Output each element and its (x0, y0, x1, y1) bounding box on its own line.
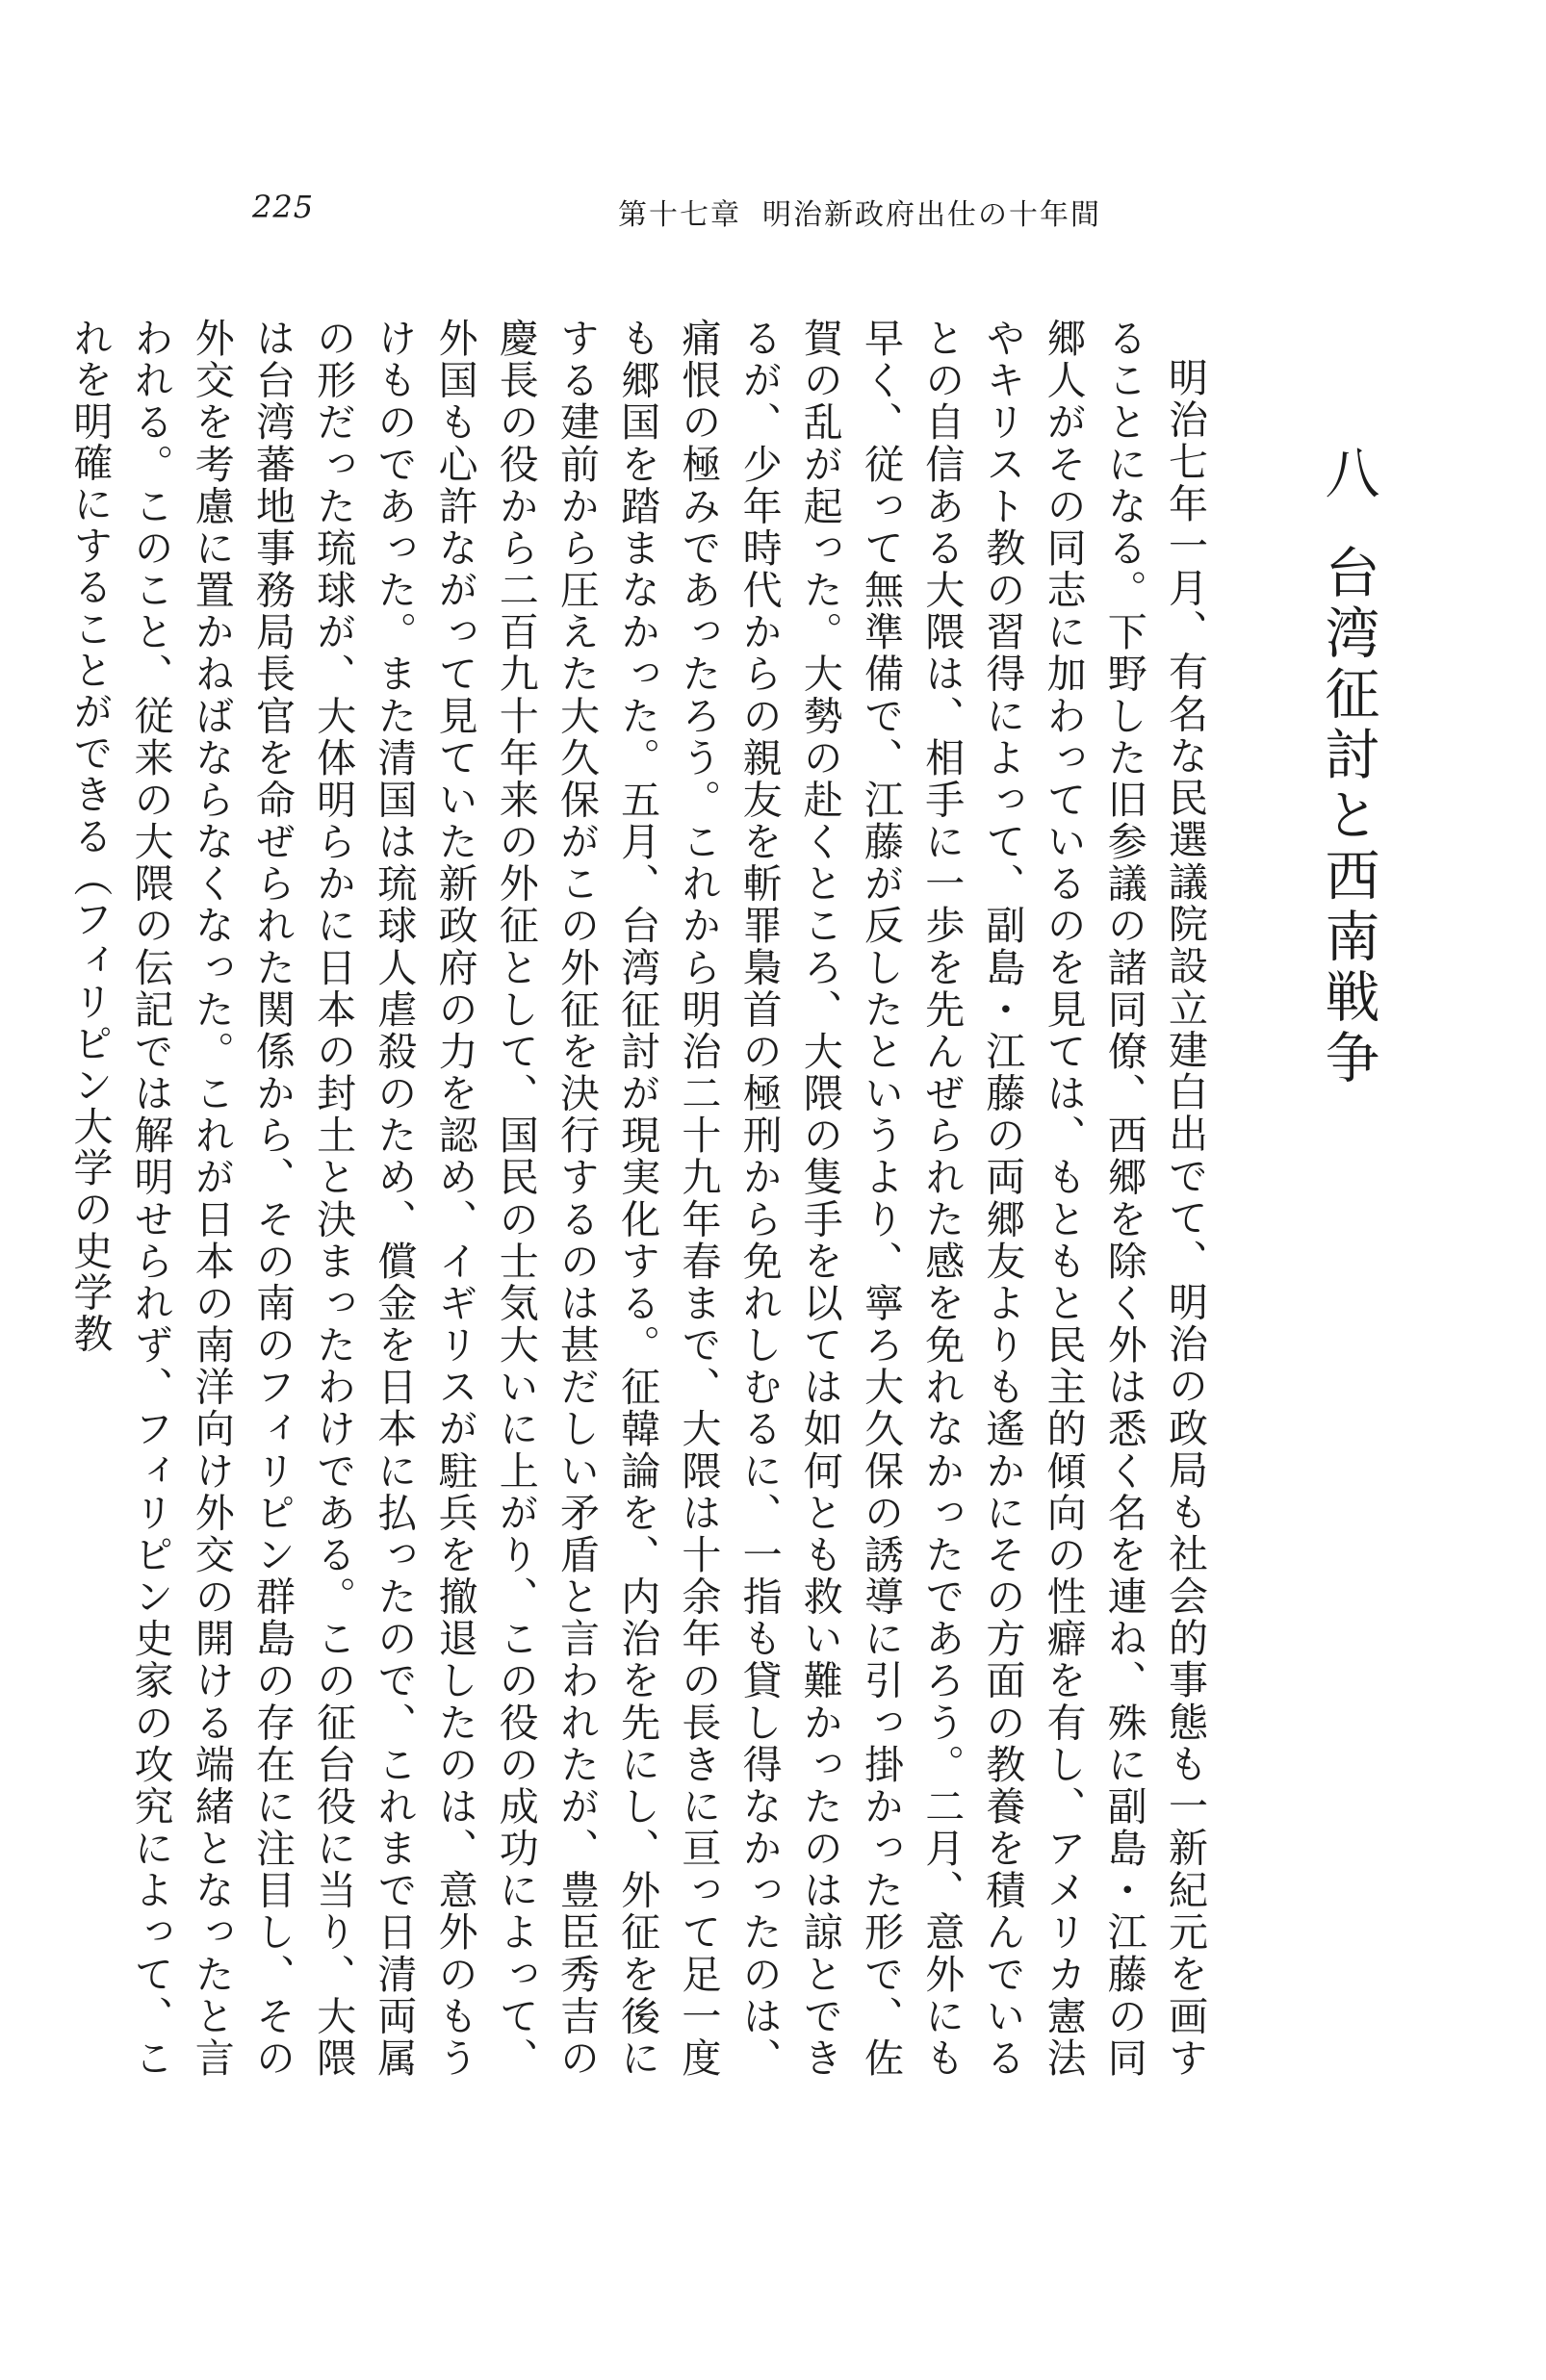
section-number: 八 (1316, 445, 1379, 505)
body-text (66, 318, 1215, 2079)
running-head (618, 191, 1101, 233)
page-number: 225 (252, 189, 315, 225)
paragraph: 明治七年一月、有名な民選議院設立建白出でて、明治の政局も社会的事態も一新紀元を画することになる。下野した旧参議の諸同僚、西郷を除く外は悉く名を連ね、殊に副島・江藤の同郷人がその同志に加わっているのを見ては、もともと民主的傾向の性癖を有し、アメリカ憲法やキリスト教の習得によって、副島・江藤の両郷友よりも遙かにその方面の教養を積んでいるとの自信ある大隈は、相手に一歩を先んぜられた感を免れなかったであろう。二月、意外にも早く、従って無準備で、江藤が反したというより、寧ろ大久保の誘導に引っ掛かった形で、佐賀の乱が起った。大勢の赴くところ、大隈の隻手を以ては如何とも救い難かったのは諒とできるが、少年時代からの親友を斬罪梟首の極刑から免れしむるに、一指も貸し得なかったのは、痛恨の極みであったろう。これから明治二十九年春まで、大隈は十余年の長きに亘って足一度も郷国を踏まなかった。五月、台湾征討が現実化する。征韓論を、内治を先にし、外征を後にする建前から圧えた大久保がこの外征を決行するのは甚だしい矛盾と言われたが、豊臣秀吉の慶長の役から二百九十年来の外征として、国民の士気大いに上がり、この役の成功によって、外国も心許ながって見ていた新政府の力を認め、イギリスが駐兵を撤退したのは、意外のもうけものであった。また清国は琉球人虐殺のため、償金を日本に払ったので、これまで日清両属の形だった琉球が、大体明らかに日本の封土と決まったわけである。この征台役に当り、大隈は台湾蕃地事務局長官を命ぜられた関係から、その南のフィリピン群島の存在に注目し、その外交を考慮に置かねばならなくなった。これが日本の南洋向け外交の開ける端緒となったと言われる。このこと、従来の大隈の伝記では解明せられず、フィリピン史家の攻究によって、これを明確にすることができる（フィリピン大学の史学教 (66, 318, 1208, 2079)
chapter-title: 明治新政府出仕の十年間 (762, 198, 1101, 232)
section-title: 台湾征討と西南戦争 (1316, 544, 1379, 1089)
section-heading (1309, 445, 1386, 1089)
chapter-number: 第十七章 (618, 198, 741, 232)
